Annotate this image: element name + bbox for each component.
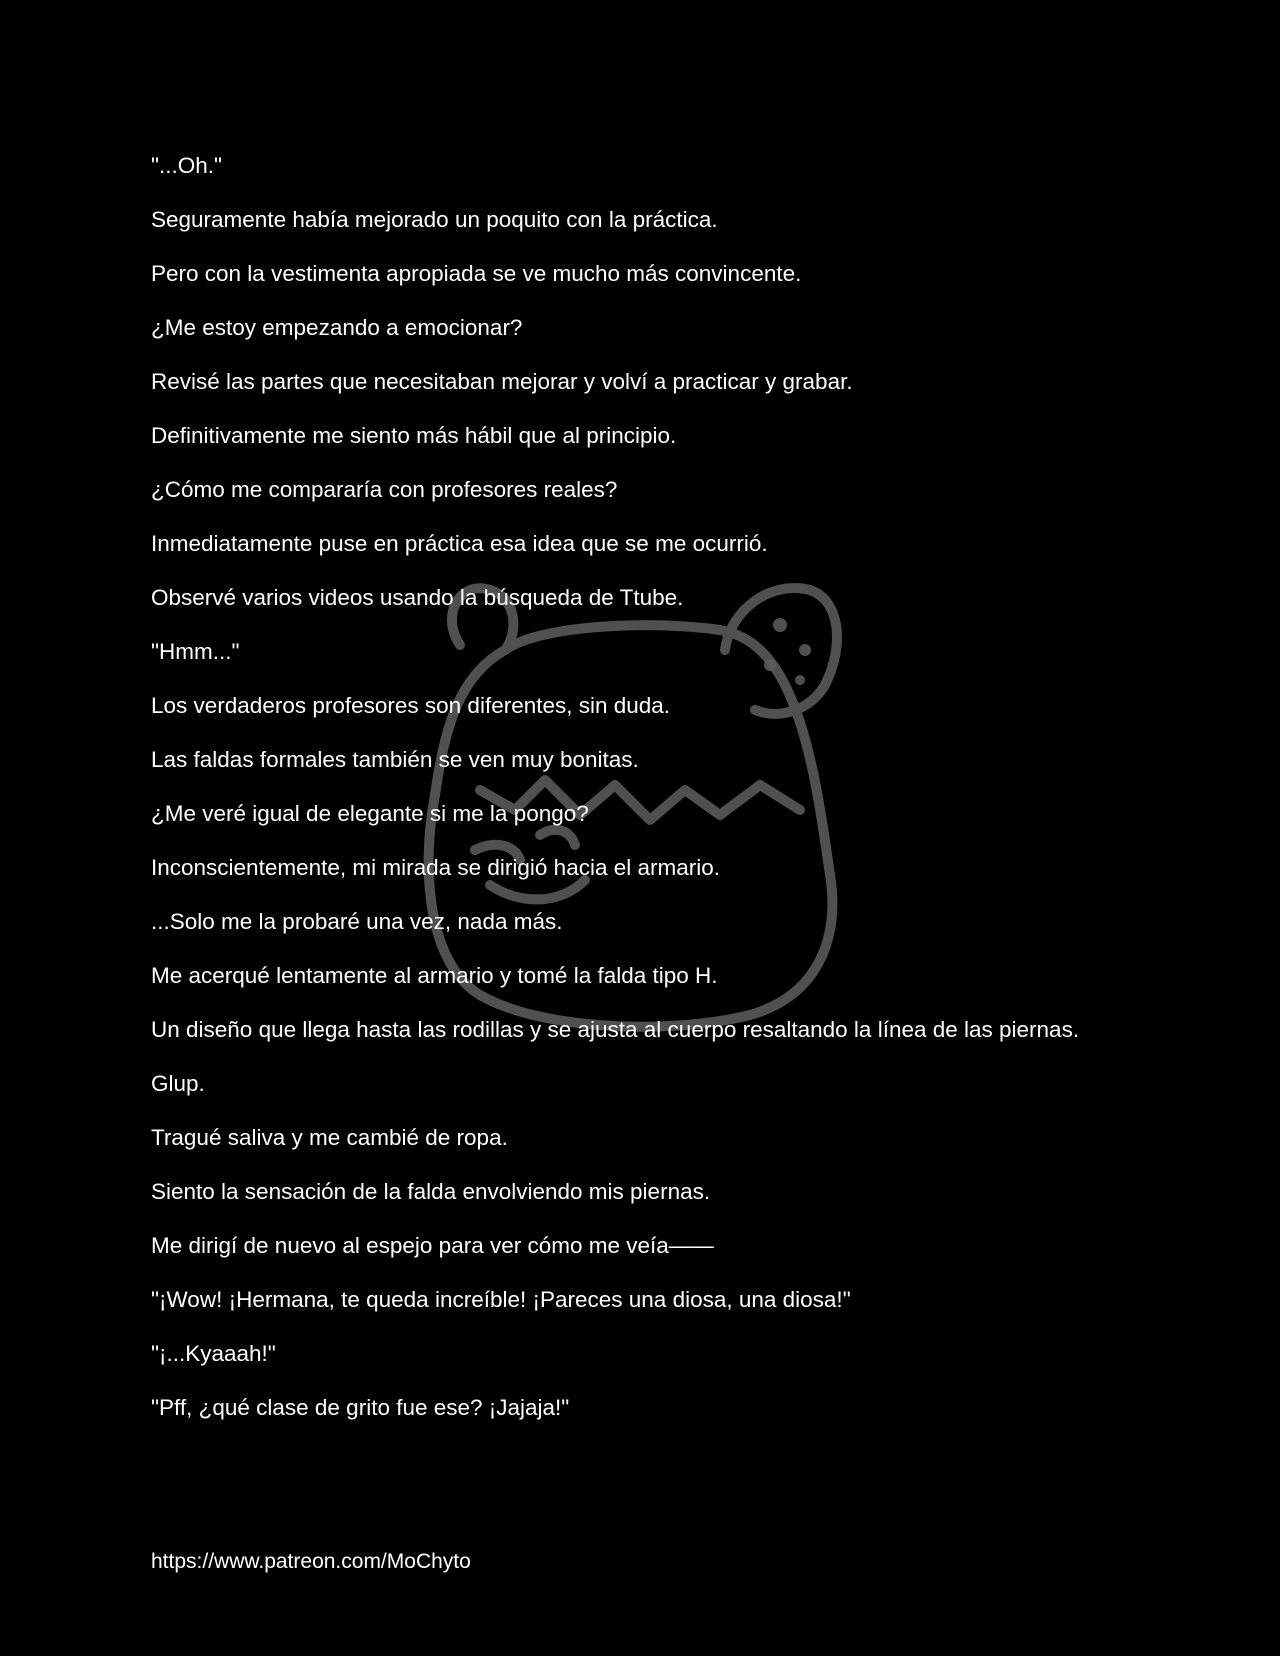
paragraph: Las faldas formales también se ven muy bonitas. bbox=[151, 747, 639, 772]
paragraph: Me acerqué lentamente al armario y tomé la falda tipo H. bbox=[151, 963, 718, 988]
paragraph: Tragué saliva y me cambié de ropa. bbox=[151, 1125, 508, 1150]
patreon-link[interactable]: https://www.patreon.com/MoChyto bbox=[151, 1550, 471, 1573]
paragraph: ¿Cómo me compararía con profesores reales? bbox=[151, 477, 618, 502]
paragraph: Pero con la vestimenta apropiada se ve mucho más convincente. bbox=[151, 261, 802, 286]
paragraph: "Pff, ¿qué clase de grito fue ese? ¡Jajaja!" bbox=[151, 1395, 570, 1420]
paragraph: Inconscientemente, mi mirada se dirigió hacia el armario. bbox=[151, 855, 721, 880]
paragraph: "¡Wow! ¡Hermana, te queda increíble! ¡Pareces una diosa, una diosa!" bbox=[151, 1287, 851, 1312]
paragraph: Un diseño que llega hasta las rodillas y se ajusta al cuerpo resaltando la línea de las piernas. bbox=[151, 1017, 1080, 1042]
story-text bbox=[151, 149, 1111, 1445]
paragraph: ¿Me estoy empezando a emocionar? bbox=[151, 315, 523, 340]
paragraph: Los verdaderos profesores son diferentes, sin duda. bbox=[151, 693, 671, 718]
paragraph: ¿Me veré igual de elegante si me la pongo? bbox=[151, 801, 589, 826]
paragraph: "¡...Kyaaah!" bbox=[151, 1341, 276, 1366]
paragraph: Revisé las partes que necesitaban mejorar y volví a practicar y grabar. bbox=[151, 369, 853, 394]
paragraph: Glup. bbox=[151, 1071, 205, 1096]
paragraph: Observé varios videos usando la búsqueda de Ttube. bbox=[151, 585, 684, 610]
paragraph: "Hmm..." bbox=[151, 639, 240, 664]
paragraph: "...Oh." bbox=[151, 153, 222, 178]
paragraph: Inmediatamente puse en práctica esa idea que se me ocurrió. bbox=[151, 531, 768, 556]
paragraph: Me dirigí de nuevo al espejo para ver cómo me veía—— bbox=[151, 1233, 714, 1258]
paragraph: Definitivamente me siento más hábil que al principio. bbox=[151, 423, 677, 448]
paragraph: Seguramente había mejorado un poquito con la práctica. bbox=[151, 207, 718, 232]
paragraph: Siento la sensación de la falda envolviendo mis piernas. bbox=[151, 1179, 711, 1204]
paragraph: ...Solo me la probaré una vez, nada más. bbox=[151, 909, 563, 934]
